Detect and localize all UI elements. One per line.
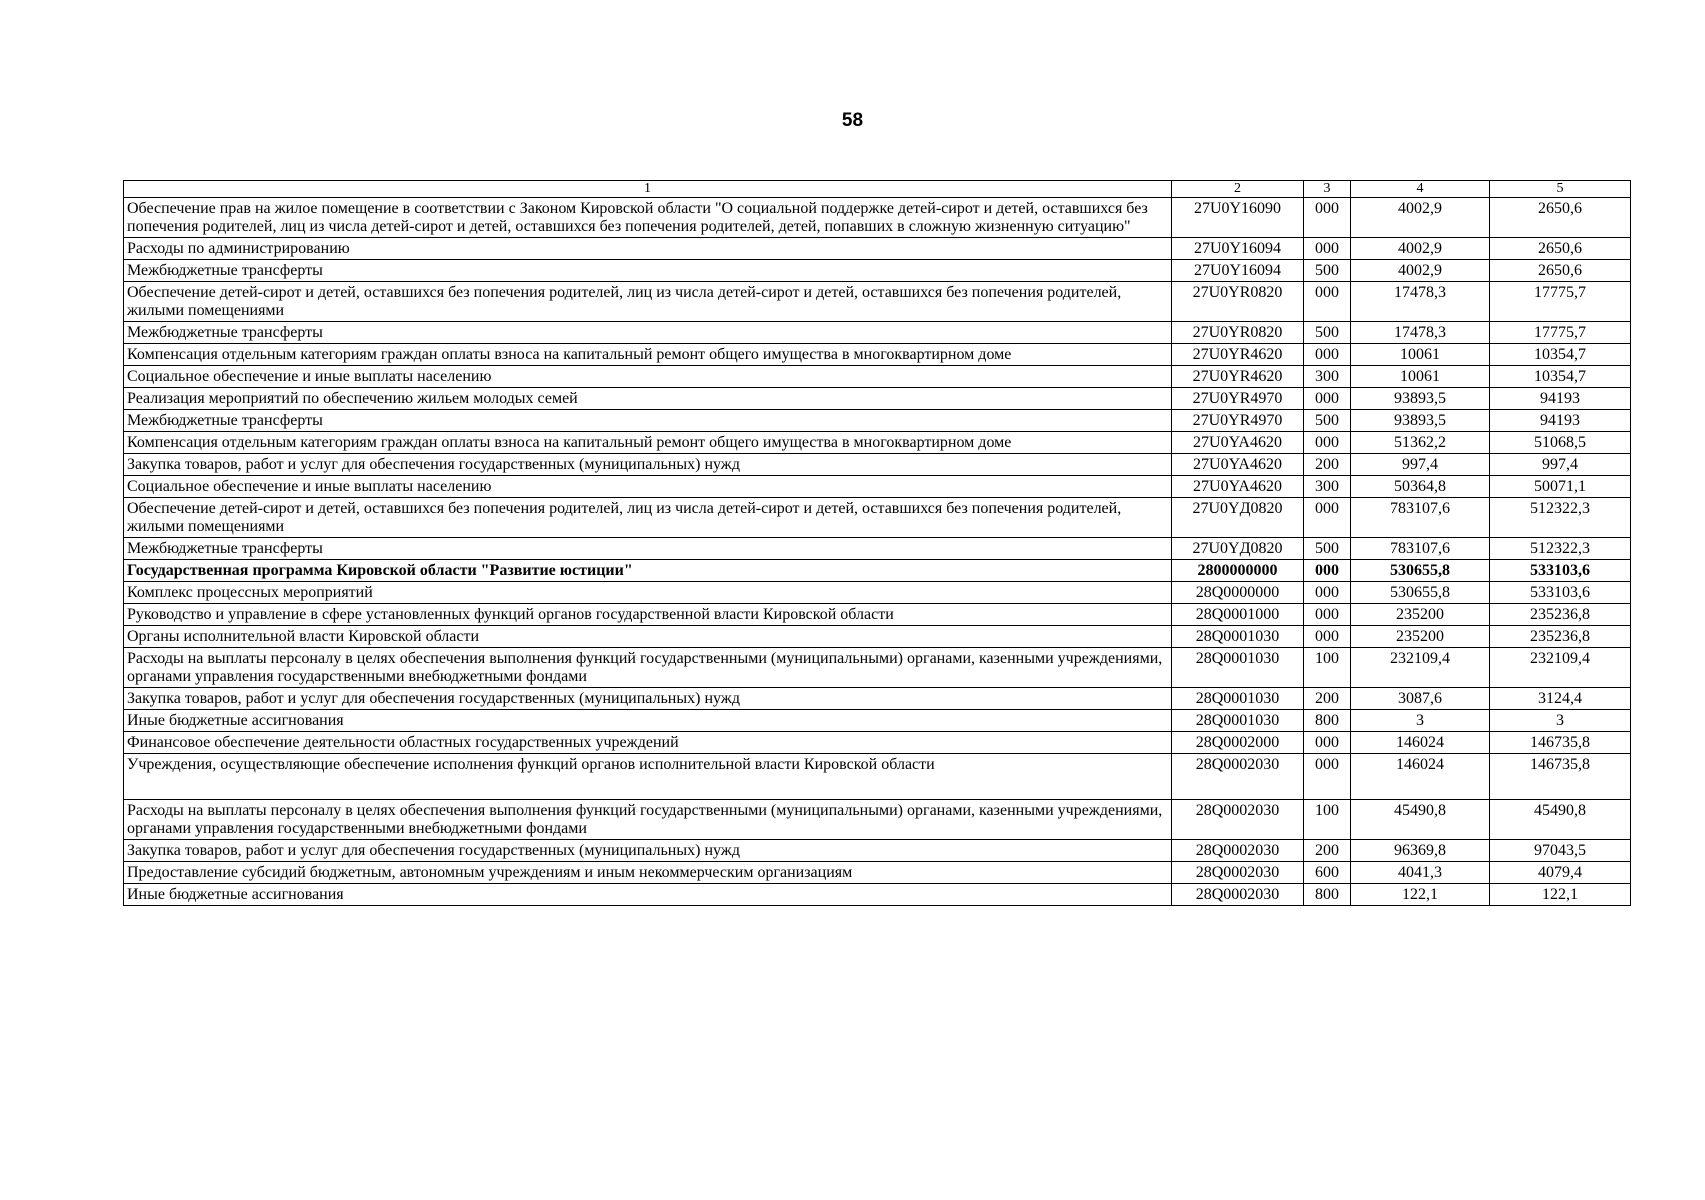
row-type-cell: 300 (1304, 366, 1351, 388)
row-type-cell: 100 (1304, 800, 1351, 840)
row-code-cell: 28Q0001030 (1172, 648, 1304, 688)
row-name-cell: Обеспечение детей-сирот и детей, оставшихся без попечения родителей, лиц из числа детей-сирот и детей, оставшихся без попечения родителей, жилыми помещениями (124, 282, 1172, 322)
row-name-cell: Межбюджетные трансферты (124, 322, 1172, 344)
budget-table (123, 180, 1631, 906)
row-code-cell: 28Q0002030 (1172, 840, 1304, 862)
row-type-cell: 000 (1304, 560, 1351, 582)
row-value-5-cell: 3 (1490, 710, 1631, 732)
row-value-5-cell: 97043,5 (1490, 840, 1631, 862)
row-value-4-cell: 10061 (1351, 366, 1490, 388)
row-name-cell: Обеспечение прав на жилое помещение в соответствии с Законом Кировской области "О социальной поддержке детей-сирот и детей, оставшихся без попечения родителей, лиц из числа детей-сирот и детей, оставшихся без попечения родителей, детей, попавших в сложную жизненную ситуацию" (124, 198, 1172, 238)
row-type-cell: 000 (1304, 732, 1351, 754)
table-row (124, 322, 1631, 344)
table-row (124, 884, 1631, 906)
row-value-5-cell: 2650,6 (1490, 260, 1631, 282)
row-value-4-cell: 96369,8 (1351, 840, 1490, 862)
row-code-cell: 2800000000 (1172, 560, 1304, 582)
row-code-cell: 27U0Y16094 (1172, 238, 1304, 260)
row-value-4-cell: 50364,8 (1351, 476, 1490, 498)
row-code-cell: 28Q0001030 (1172, 710, 1304, 732)
row-value-4-cell: 530655,8 (1351, 560, 1490, 582)
table-row (124, 198, 1631, 238)
table-row (124, 388, 1631, 410)
table-row (124, 710, 1631, 732)
row-type-cell: 300 (1304, 476, 1351, 498)
table-row (124, 626, 1631, 648)
row-type-cell: 800 (1304, 884, 1351, 906)
row-value-5-cell: 10354,7 (1490, 344, 1631, 366)
row-type-cell: 200 (1304, 840, 1351, 862)
table-row (124, 260, 1631, 282)
row-value-5-cell: 235236,8 (1490, 604, 1631, 626)
row-value-5-cell: 122,1 (1490, 884, 1631, 906)
table-row (124, 344, 1631, 366)
table-body (124, 198, 1631, 906)
row-name-cell: Иные бюджетные ассигнования (124, 884, 1172, 906)
row-type-cell: 000 (1304, 754, 1351, 800)
row-name-cell: Закупка товаров, работ и услуг для обеспечения государственных (муниципальных) нужд (124, 840, 1172, 862)
row-type-cell: 000 (1304, 626, 1351, 648)
row-name-cell: Руководство и управление в сфере установленных функций органов государственной власти Кировской области (124, 604, 1172, 626)
page-number: 58 (841, 110, 864, 131)
row-code-cell: 27U0YR4620 (1172, 366, 1304, 388)
table-row (124, 366, 1631, 388)
row-name-cell: Органы исполнительной власти Кировской области (124, 626, 1172, 648)
table-row (124, 498, 1631, 538)
row-name-cell: Расходы на выплаты персоналу в целях обеспечения выполнения функций государственными (муниципальными) органами, казенными учреждениями, органами управления государственными внебюджетными фондами (124, 648, 1172, 688)
row-value-5-cell: 51068,5 (1490, 432, 1631, 454)
row-type-cell: 000 (1304, 238, 1351, 260)
row-type-cell: 000 (1304, 498, 1351, 538)
row-type-cell: 000 (1304, 388, 1351, 410)
table-row (124, 476, 1631, 498)
row-type-cell: 000 (1304, 432, 1351, 454)
row-value-4-cell: 783107,6 (1351, 498, 1490, 538)
row-code-cell: 27U0YA4620 (1172, 432, 1304, 454)
table-row (124, 282, 1631, 322)
table-row (124, 648, 1631, 688)
row-value-5-cell: 146735,8 (1490, 754, 1631, 800)
row-type-cell: 000 (1304, 344, 1351, 366)
row-name-cell: Межбюджетные трансферты (124, 410, 1172, 432)
row-code-cell: 28Q0002030 (1172, 800, 1304, 840)
row-value-5-cell: 4079,4 (1490, 862, 1631, 884)
row-type-cell: 200 (1304, 454, 1351, 476)
row-value-4-cell: 530655,8 (1351, 582, 1490, 604)
row-value-4-cell: 3087,6 (1351, 688, 1490, 710)
table-row (124, 840, 1631, 862)
row-code-cell: 27U0YR0820 (1172, 282, 1304, 322)
row-value-4-cell: 45490,8 (1351, 800, 1490, 840)
row-code-cell: 27U0Y16090 (1172, 198, 1304, 238)
row-name-cell: Реализация мероприятий по обеспечению жильем молодых семей (124, 388, 1172, 410)
table-row (124, 604, 1631, 626)
row-code-cell: 28Q0002030 (1172, 862, 1304, 884)
row-value-5-cell: 94193 (1490, 410, 1631, 432)
row-value-4-cell: 51362,2 (1351, 432, 1490, 454)
row-value-4-cell: 235200 (1351, 604, 1490, 626)
row-type-cell: 500 (1304, 410, 1351, 432)
table-row (124, 688, 1631, 710)
table-row (124, 560, 1631, 582)
row-type-cell: 100 (1304, 648, 1351, 688)
row-code-cell: 27U0Y16094 (1172, 260, 1304, 282)
header-col-4: 4 (1351, 181, 1490, 198)
row-name-cell: Компенсация отдельным категориям граждан оплаты взноса на капитальный ремонт общего имущества в многоквартирном доме (124, 432, 1172, 454)
row-name-cell: Социальное обеспечение и иные выплаты населению (124, 366, 1172, 388)
row-value-4-cell: 93893,5 (1351, 388, 1490, 410)
row-code-cell: 27U0YR0820 (1172, 322, 1304, 344)
row-code-cell: 28Q0002030 (1172, 754, 1304, 800)
row-value-5-cell: 2650,6 (1490, 238, 1631, 260)
row-code-cell: 28Q0002000 (1172, 732, 1304, 754)
row-value-5-cell: 997,4 (1490, 454, 1631, 476)
table-row (124, 410, 1631, 432)
row-value-4-cell: 783107,6 (1351, 538, 1490, 560)
header-col-5: 5 (1490, 181, 1631, 198)
row-value-4-cell: 10061 (1351, 344, 1490, 366)
row-value-5-cell: 512322,3 (1490, 538, 1631, 560)
row-value-4-cell: 235200 (1351, 626, 1490, 648)
row-value-4-cell: 122,1 (1351, 884, 1490, 906)
row-value-4-cell: 146024 (1351, 732, 1490, 754)
row-type-cell: 600 (1304, 862, 1351, 884)
table-row (124, 732, 1631, 754)
header-col-1: 1 (124, 181, 1172, 198)
row-name-cell: Межбюджетные трансферты (124, 260, 1172, 282)
row-type-cell: 000 (1304, 604, 1351, 626)
row-type-cell: 500 (1304, 322, 1351, 344)
row-value-5-cell: 50071,1 (1490, 476, 1631, 498)
row-name-cell: Комплекс процессных мероприятий (124, 582, 1172, 604)
row-name-cell: Закупка товаров, работ и услуг для обеспечения государственных (муниципальных) нужд (124, 688, 1172, 710)
header-row (124, 181, 1631, 198)
row-type-cell: 500 (1304, 538, 1351, 560)
row-value-4-cell: 93893,5 (1351, 410, 1490, 432)
row-name-cell: Предоставление субсидий бюджетным, автономным учреждениям и иным некоммерческим организациям (124, 862, 1172, 884)
row-code-cell: 28Q0001030 (1172, 626, 1304, 648)
table-row (124, 754, 1631, 800)
row-value-4-cell: 232109,4 (1351, 648, 1490, 688)
row-name-cell: Закупка товаров, работ и услуг для обеспечения государственных (муниципальных) нужд (124, 454, 1172, 476)
row-name-cell: Иные бюджетные ассигнования (124, 710, 1172, 732)
row-value-4-cell: 997,4 (1351, 454, 1490, 476)
row-value-4-cell: 4002,9 (1351, 238, 1490, 260)
row-code-cell: 27U0YR4620 (1172, 344, 1304, 366)
row-value-4-cell: 4002,9 (1351, 198, 1490, 238)
row-value-5-cell: 10354,7 (1490, 366, 1631, 388)
row-type-cell: 000 (1304, 198, 1351, 238)
row-name-cell: Компенсация отдельным категориям граждан оплаты взноса на капитальный ремонт общего имущества в многоквартирном доме (124, 344, 1172, 366)
row-value-5-cell: 45490,8 (1490, 800, 1631, 840)
row-code-cell: 28Q0000000 (1172, 582, 1304, 604)
row-value-5-cell: 235236,8 (1490, 626, 1631, 648)
row-value-4-cell: 4041,3 (1351, 862, 1490, 884)
row-name-cell: Обеспечение детей-сирот и детей, оставшихся без попечения родителей, лиц из числа детей-сирот и детей, оставшихся без попечения родителей, жилыми помещениями (124, 498, 1172, 538)
row-name-cell: Межбюджетные трансферты (124, 538, 1172, 560)
row-code-cell: 27U0YA4620 (1172, 454, 1304, 476)
row-value-4-cell: 4002,9 (1351, 260, 1490, 282)
row-code-cell: 27U0YR4970 (1172, 410, 1304, 432)
row-name-cell: Финансовое обеспечение деятельности областных государственных учреждений (124, 732, 1172, 754)
table-row (124, 800, 1631, 840)
row-value-5-cell: 533103,6 (1490, 560, 1631, 582)
row-value-4-cell: 3 (1351, 710, 1490, 732)
row-value-4-cell: 146024 (1351, 754, 1490, 800)
row-code-cell: 27U0YД0820 (1172, 498, 1304, 538)
row-code-cell: 28Q0002030 (1172, 884, 1304, 906)
table-row (124, 582, 1631, 604)
row-value-5-cell: 94193 (1490, 388, 1631, 410)
row-name-cell: Учреждения, осуществляющие обеспечение исполнения функций органов исполнительной власти Кировской области (124, 754, 1172, 800)
row-value-5-cell: 17775,7 (1490, 322, 1631, 344)
table-row (124, 862, 1631, 884)
table-row (124, 454, 1631, 476)
row-value-5-cell: 2650,6 (1490, 198, 1631, 238)
table-row (124, 432, 1631, 454)
row-value-4-cell: 17478,3 (1351, 322, 1490, 344)
row-name-cell: Расходы по администрированию (124, 238, 1172, 260)
row-code-cell: 28Q0001030 (1172, 688, 1304, 710)
row-value-5-cell: 146735,8 (1490, 732, 1631, 754)
row-code-cell: 27U0YД0820 (1172, 538, 1304, 560)
row-value-5-cell: 232109,4 (1490, 648, 1631, 688)
row-code-cell: 27U0YA4620 (1172, 476, 1304, 498)
row-type-cell: 000 (1304, 282, 1351, 322)
row-value-5-cell: 512322,3 (1490, 498, 1631, 538)
row-type-cell: 800 (1304, 710, 1351, 732)
row-name-cell: Государственная программа Кировской области "Развитие юстиции" (124, 560, 1172, 582)
row-name-cell: Расходы на выплаты персоналу в целях обеспечения выполнения функций государственными (муниципальными) органами, казенными учреждениями, органами управления государственными внебюджетными фондами (124, 800, 1172, 840)
table-row (124, 238, 1631, 260)
row-value-5-cell: 17775,7 (1490, 282, 1631, 322)
row-type-cell: 000 (1304, 582, 1351, 604)
header-col-2: 2 (1172, 181, 1304, 198)
row-value-5-cell: 3124,4 (1490, 688, 1631, 710)
row-type-cell: 200 (1304, 688, 1351, 710)
row-type-cell: 500 (1304, 260, 1351, 282)
row-value-4-cell: 17478,3 (1351, 282, 1490, 322)
header-col-3: 3 (1304, 181, 1351, 198)
row-code-cell: 27U0YR4970 (1172, 388, 1304, 410)
table-row (124, 538, 1631, 560)
row-name-cell: Социальное обеспечение и иные выплаты населению (124, 476, 1172, 498)
row-code-cell: 28Q0001000 (1172, 604, 1304, 626)
row-value-5-cell: 533103,6 (1490, 582, 1631, 604)
